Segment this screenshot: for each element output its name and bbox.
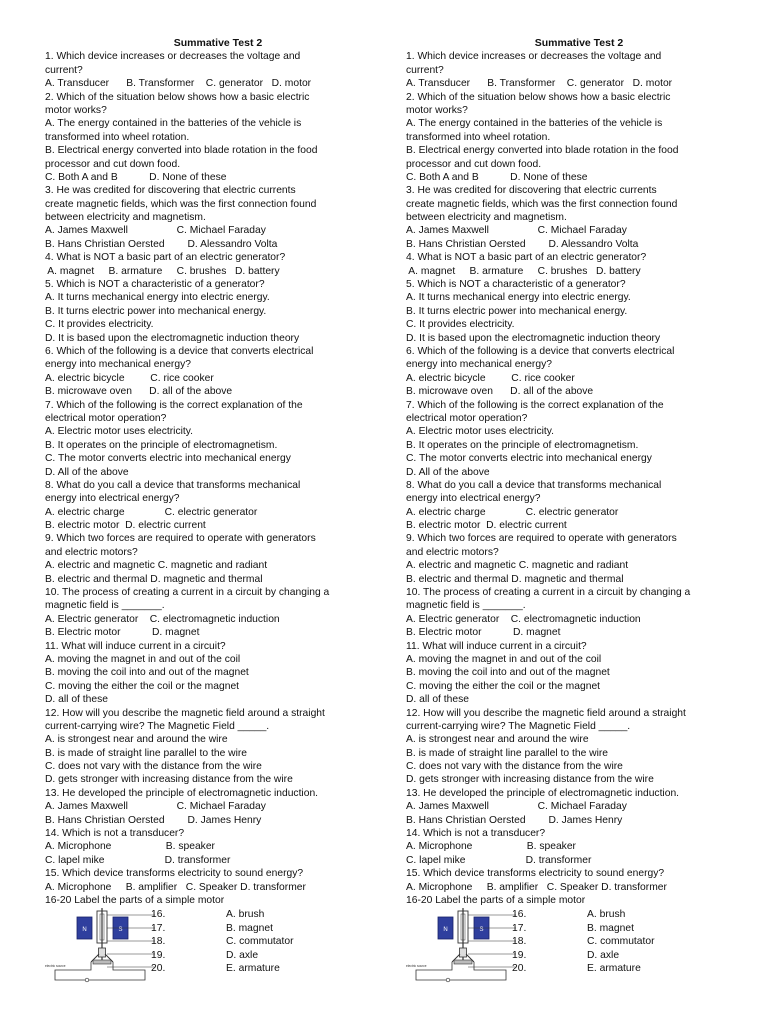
question-line: A. electric charge C. electric generator (406, 506, 619, 518)
motor-diagram (406, 908, 752, 988)
question-line: between electricity and magnetism. (45, 212, 206, 224)
question-line: D. All of the above (45, 466, 129, 478)
question-line: A. electric bicycle C. rice cooker (406, 372, 575, 384)
question-line: A. It turns mechanical energy into electric energy. (406, 292, 631, 304)
question-line: C. Both A and B D. None of these (406, 171, 588, 183)
question-line: 6. Which of the following is a device that converts electrical (406, 345, 675, 357)
question-line: C. The motor converts electric into mechanical energy (406, 453, 652, 465)
question-line: 8. What do you call a device that transforms mechanical (45, 479, 301, 491)
question-line: A. moving the magnet in and out of the coil (406, 653, 602, 665)
question-line: transformed into wheel rotation. (45, 131, 190, 143)
electric-source-label: electric source (45, 964, 66, 969)
question-line: 9. Which two forces are required to operate with generators (406, 533, 677, 545)
question-line: A. James Maxwell C. Michael Faraday (406, 225, 627, 237)
label-choice: B. magnet (226, 922, 273, 934)
question-line: A. Electric generator C. electromagnetic induction (406, 613, 641, 625)
question-line: energy into mechanical energy? (45, 359, 191, 371)
question-line: magnetic field is _______. (406, 600, 526, 612)
question-line: A. Microphone B. amplifier C. Speaker D. transformer (406, 881, 667, 893)
question-line: B. It operates on the principle of electromagnetism. (406, 439, 639, 451)
question-line: A. electric and magnetic C. magnetic and radiant (45, 560, 268, 572)
question-line: A. Microphone B. speaker (45, 841, 215, 853)
test-title: Summative Test 2 (534, 37, 624, 49)
question-line: 13. He developed the principle of electromagnetic induction. (406, 787, 680, 799)
question-line: A. electric and magnetic C. magnetic and radiant (406, 560, 629, 572)
question-line: energy into electrical energy? (406, 493, 541, 505)
test-copy-right (406, 37, 752, 988)
question-line: 16-20 Label the parts of a simple motor (406, 895, 586, 906)
question-line: motor works? (45, 104, 107, 116)
question-line: B. electric and thermal D. magnetic and thermal (406, 573, 624, 585)
question-line: B. Electrical energy converted into blade rotation in the food (45, 145, 318, 157)
question-line: 2. Which of the situation below shows how a basic electric (45, 91, 310, 103)
question-line: B. Hans Christian Oersted D. James Henry (406, 814, 623, 826)
question-line: B. electric motor D. electric current (406, 520, 567, 532)
question-line: B. electric and thermal D. magnetic and thermal (45, 573, 263, 585)
question-line: A. The energy contained in the batteries of the vehicle is (406, 118, 663, 130)
question-line: B. It operates on the principle of electromagnetism. (45, 439, 278, 451)
question-line: B. Electrical energy converted into blade rotation in the food (406, 145, 679, 157)
label-number: 18. (151, 936, 166, 948)
question-line: current-carrying wire? The Magnetic Field _____. (45, 720, 270, 732)
simple-motor-illustration (45, 908, 155, 988)
question-line: A. Microphone B. amplifier C. Speaker D. transformer (45, 881, 306, 893)
test-copy-left (45, 37, 391, 988)
label-choice: E. armature (587, 962, 641, 974)
question-line: 16-20 Label the parts of a simple motor (45, 895, 225, 906)
question-line: C. does not vary with the distance from the wire (406, 761, 623, 773)
magnet-south-label: S (118, 927, 123, 934)
question-line: 7. Which of the following is the correct explanation of the (45, 399, 303, 411)
commutator (99, 948, 106, 957)
test-title: Summative Test 2 (173, 37, 263, 49)
question-line: B. It turns electric power into mechanical energy. (45, 305, 267, 317)
question-line: A. moving the magnet in and out of the coil (45, 653, 241, 665)
question-line: C. does not vary with the distance from the wire (45, 761, 262, 773)
question-line: B. electric motor D. electric current (45, 520, 206, 532)
question-line: 14. Which is not a transducer? (406, 828, 546, 840)
question-line: B. Electric motor D. magnet (406, 627, 561, 639)
question-line: and electric motors? (45, 546, 138, 558)
question-line: 5. Which is NOT a characteristic of a generator? (45, 279, 265, 291)
label-number: 20. (512, 962, 527, 974)
question-line: D. It is based upon the electromagnetic induction theory (45, 332, 300, 344)
question-line: A. James Maxwell C. Michael Faraday (406, 801, 627, 813)
question-line: B. Hans Christian Oersted D. Alessandro Volta (406, 238, 639, 250)
question-line: C. moving the either the coil or the magnet (45, 680, 240, 692)
question-line: A. magnet B. armature C. brushes D. battery (406, 265, 641, 277)
question-line: and electric motors? (406, 546, 499, 558)
question-line: A. electric charge C. electric generator (45, 506, 258, 518)
label-number: 16. (151, 909, 166, 921)
question-line: 13. He developed the principle of electromagnetic induction. (45, 787, 319, 799)
label-choice: D. axle (587, 949, 620, 961)
question-line: 4. What is NOT a basic part of an electric generator? (45, 252, 286, 264)
question-line: D. gets stronger with increasing distance from the wire (406, 774, 654, 786)
question-line: D. It is based upon the electromagnetic induction theory (406, 332, 661, 344)
question-line: C. The motor converts electric into mechanical energy (45, 453, 291, 465)
magnet-north-label: N (82, 927, 87, 934)
question-line: B. is made of straight line parallel to the wire (406, 747, 609, 759)
label-choice: C. commutator (587, 936, 655, 948)
question-line: 9. Which two forces are required to operate with generators (45, 533, 316, 545)
question-line: 4. What is NOT a basic part of an electric generator? (406, 252, 647, 264)
question-line: A. James Maxwell C. Michael Faraday (45, 225, 266, 237)
question-line: 3. He was credited for discovering that electric currents (45, 185, 296, 197)
question-line: 3. He was credited for discovering that electric currents (406, 185, 657, 197)
label-number: 19. (512, 949, 527, 961)
question-line: 12. How will you describe the magnetic field around a straight (406, 707, 686, 719)
question-line: A. Electric motor uses electricity. (406, 426, 555, 438)
question-line: A. is strongest near and around the wire (45, 734, 228, 746)
label-number: 16. (512, 909, 527, 921)
label-number: 17. (512, 922, 527, 934)
question-line: transformed into wheel rotation. (406, 131, 551, 143)
question-line: C. Both A and B D. None of these (45, 171, 227, 183)
question-line: between electricity and magnetism. (406, 212, 567, 224)
question-line: A. It turns mechanical energy into electric energy. (45, 292, 270, 304)
label-choice: A. brush (587, 909, 626, 921)
question-line: current? (45, 64, 83, 76)
question-line: A. Microphone B. speaker (406, 841, 576, 853)
question-line: 10. The process of creating a current in a circuit by changing a (45, 587, 330, 599)
question-line: energy into mechanical energy? (406, 359, 552, 371)
question-line: B. moving the coil into and out of the magnet (406, 667, 610, 679)
magnet-north-label: N (443, 927, 448, 934)
question-line: B. microwave oven D. all of the above (45, 386, 233, 398)
label-choice: D. axle (226, 949, 259, 961)
label-number: 17. (151, 922, 166, 934)
electric-source-label: electric source (406, 964, 427, 969)
question-line: 14. Which is not a transducer? (45, 828, 185, 840)
question-line: 8. What do you call a device that transforms mechanical (406, 479, 662, 491)
question-line: 7. Which of the following is the correct explanation of the (406, 399, 664, 411)
question-line: C. lapel mike D. transformer (406, 854, 592, 866)
question-line: current-carrying wire? The Magnetic Field _____. (406, 720, 631, 732)
question-line: D. all of these (406, 694, 469, 706)
question-line: A. electric bicycle C. rice cooker (45, 372, 214, 384)
question-line: processor and cut down food. (406, 158, 542, 170)
question-line: A. Transducer B. Transformer C. generator D. motor (406, 78, 673, 90)
question-line: B. is made of straight line parallel to the wire (45, 747, 248, 759)
simple-motor-illustration (406, 908, 516, 988)
question-line: D. All of the above (406, 466, 490, 478)
question-line: create magnetic fields, which was the first connection found (406, 198, 678, 210)
question-line: A. Transducer B. Transformer C. generator D. motor (45, 78, 312, 90)
label-choice: B. magnet (587, 922, 634, 934)
question-line: energy into electrical energy? (45, 493, 180, 505)
question-line: 5. Which is NOT a characteristic of a generator? (406, 279, 626, 291)
question-line: magnetic field is _______. (45, 600, 165, 612)
question-line: electrical motor operation? (45, 412, 167, 424)
question-line: electrical motor operation? (406, 412, 528, 424)
question-line: current? (406, 64, 444, 76)
question-line: D. all of these (45, 694, 108, 706)
question-line: A. Electric motor uses electricity. (45, 426, 194, 438)
question-line: A. The energy contained in the batteries of the vehicle is (45, 118, 302, 130)
question-line: C. It provides electricity. (406, 319, 515, 331)
question-line: C. lapel mike D. transformer (45, 854, 231, 866)
motor-diagram (45, 908, 391, 988)
question-line: 1. Which device increases or decreases the voltage and (45, 51, 301, 63)
question-line: processor and cut down food. (45, 158, 181, 170)
question-line: C. moving the either the coil or the magnet (406, 680, 601, 692)
commutator (460, 948, 467, 957)
question-line: B. microwave oven D. all of the above (406, 386, 594, 398)
question-line: 11. What will induce current in a circuit? (406, 640, 587, 652)
question-line: 15. Which device transforms electricity to sound energy? (45, 868, 304, 880)
question-line: A. Electric generator C. electromagnetic induction (45, 613, 280, 625)
question-line: A. magnet B. armature C. brushes D. battery (45, 265, 280, 277)
question-line: B. Hans Christian Oersted D. Alessandro Volta (45, 238, 278, 250)
question-line: motor works? (406, 104, 468, 116)
question-line: create magnetic fields, which was the first connection found (45, 198, 317, 210)
magnet-south-label: S (479, 927, 484, 934)
question-line: 1. Which device increases or decreases the voltage and (406, 51, 662, 63)
question-line: 15. Which device transforms electricity to sound energy? (406, 868, 665, 880)
question-line: 2. Which of the situation below shows how a basic electric (406, 91, 671, 103)
question-line: 11. What will induce current in a circuit? (45, 640, 226, 652)
question-line: 6. Which of the following is a device that converts electrical (45, 345, 314, 357)
question-line: 12. How will you describe the magnetic field around a straight (45, 707, 325, 719)
question-line: A. is strongest near and around the wire (406, 734, 589, 746)
label-number: 19. (151, 949, 166, 961)
question-line: A. James Maxwell C. Michael Faraday (45, 801, 266, 813)
label-number: 18. (512, 936, 527, 948)
question-line: D. gets stronger with increasing distance from the wire (45, 774, 293, 786)
label-choice: E. armature (226, 962, 280, 974)
question-line: B. Electric motor D. magnet (45, 627, 200, 639)
question-line: B. It turns electric power into mechanical energy. (406, 305, 628, 317)
label-number: 20. (151, 962, 166, 974)
question-line: B. moving the coil into and out of the magnet (45, 667, 249, 679)
question-line: 10. The process of creating a current in a circuit by changing a (406, 587, 691, 599)
label-choice: C. commutator (226, 936, 294, 948)
question-line: B. Hans Christian Oersted D. James Henry (45, 814, 262, 826)
label-choice: A. brush (226, 909, 265, 921)
question-line: C. It provides electricity. (45, 319, 154, 331)
